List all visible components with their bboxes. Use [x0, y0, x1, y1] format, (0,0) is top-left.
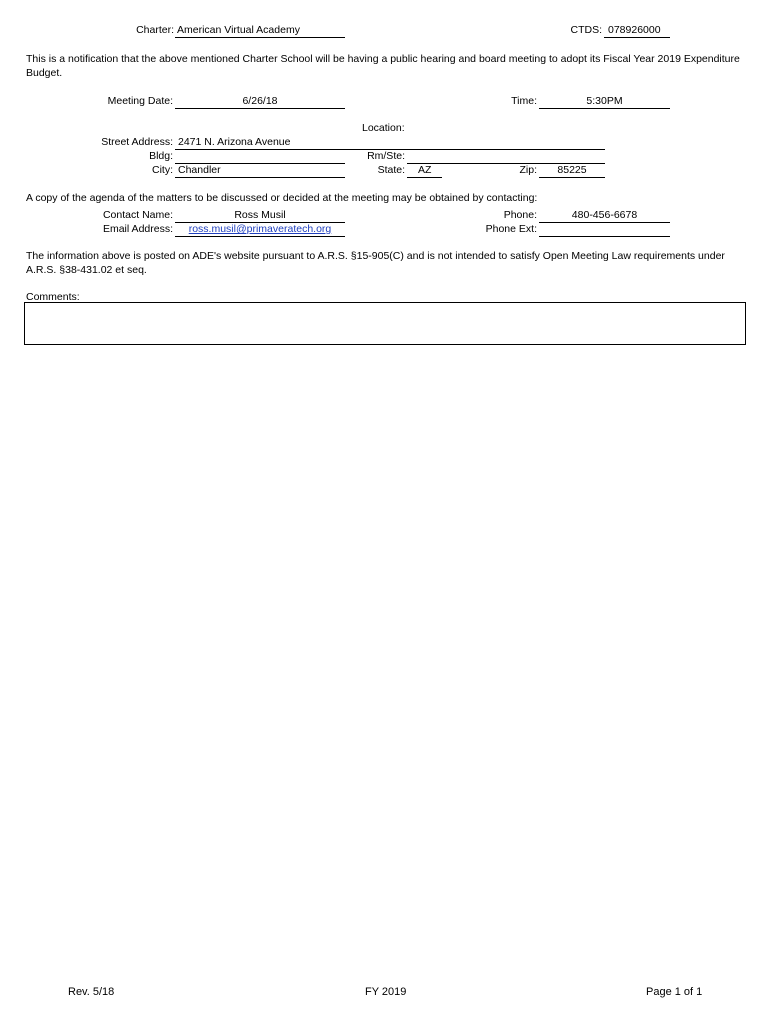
city-label: City: — [152, 164, 173, 176]
comments-label: Comments: — [26, 291, 80, 303]
state-label: State: — [377, 164, 405, 176]
contact-name-label: Contact Name: — [102, 209, 173, 221]
ctds-field[interactable] — [604, 24, 670, 38]
state-value: AZ — [418, 164, 432, 176]
charter-label: Charter: — [136, 24, 174, 36]
contact-name-value: Ross Musil — [234, 209, 286, 221]
phone-ext-label: Phone Ext: — [485, 223, 537, 235]
street-address-field[interactable] — [175, 136, 605, 150]
footer-fiscal-year: FY 2019 — [365, 986, 407, 998]
zip-value: 85225 — [557, 164, 587, 176]
charter-field[interactable] — [175, 24, 345, 38]
meeting-date-value: 6/26/18 — [242, 95, 278, 107]
location-heading: Location: — [362, 122, 405, 134]
bldg-label: Bldg: — [149, 150, 173, 162]
bldg-field[interactable] — [175, 150, 345, 164]
phone-value: 480-456-6678 — [571, 209, 638, 221]
email-field[interactable] — [175, 223, 345, 237]
time-field[interactable] — [539, 95, 670, 109]
time-value: 5:30PM — [586, 95, 623, 107]
state-field[interactable] — [407, 164, 442, 178]
comments-box[interactable] — [24, 302, 746, 345]
rmste-field[interactable] — [407, 150, 605, 164]
phone-field[interactable] — [539, 209, 670, 223]
ctds-label: CTDS: — [570, 24, 602, 36]
footer-page-number: Page 1 of 1 — [646, 986, 703, 998]
zip-field[interactable] — [539, 164, 605, 178]
charter-value: American Virtual Academy — [177, 24, 300, 36]
time-label: Time: — [511, 95, 537, 107]
street-address-label: Street Address: — [101, 136, 173, 148]
contact-name-field[interactable] — [175, 209, 345, 223]
email-label: Email Address: — [102, 223, 173, 235]
email-link[interactable]: ross.musil@primaveratech.org — [188, 223, 332, 235]
agenda-paragraph: A copy of the agenda of the matters to be discussed or decided at the meeting may be obtained by contacting: — [26, 192, 538, 204]
disclaimer-paragraph: The information above is posted on ADE's website pursuant to A.R.S. §15-905(C) and is not intended to satisfy Open Meeting Law requirements under A.R.S. §38-431.02 et seq. — [26, 250, 725, 276]
meeting-date-label: Meeting Date: — [107, 95, 173, 107]
notice-paragraph: This is a notification that the above mentioned Charter School will be having a public hearing and board meeting to adopt its Fiscal Year 2019 Expenditure Budget. — [26, 53, 740, 79]
phone-ext-field[interactable] — [539, 223, 670, 237]
meeting-date-field[interactable] — [175, 95, 345, 109]
city-field[interactable] — [175, 164, 345, 178]
city-value: Chandler — [178, 164, 221, 176]
rmste-label: Rm/Ste: — [367, 150, 405, 162]
street-address-value: 2471 N. Arizona Avenue — [178, 136, 291, 148]
ctds-value: 078926000 — [608, 24, 661, 36]
footer-revision: Rev. 5/18 — [68, 986, 115, 998]
phone-label: Phone: — [503, 209, 537, 221]
zip-label: Zip: — [519, 164, 537, 176]
